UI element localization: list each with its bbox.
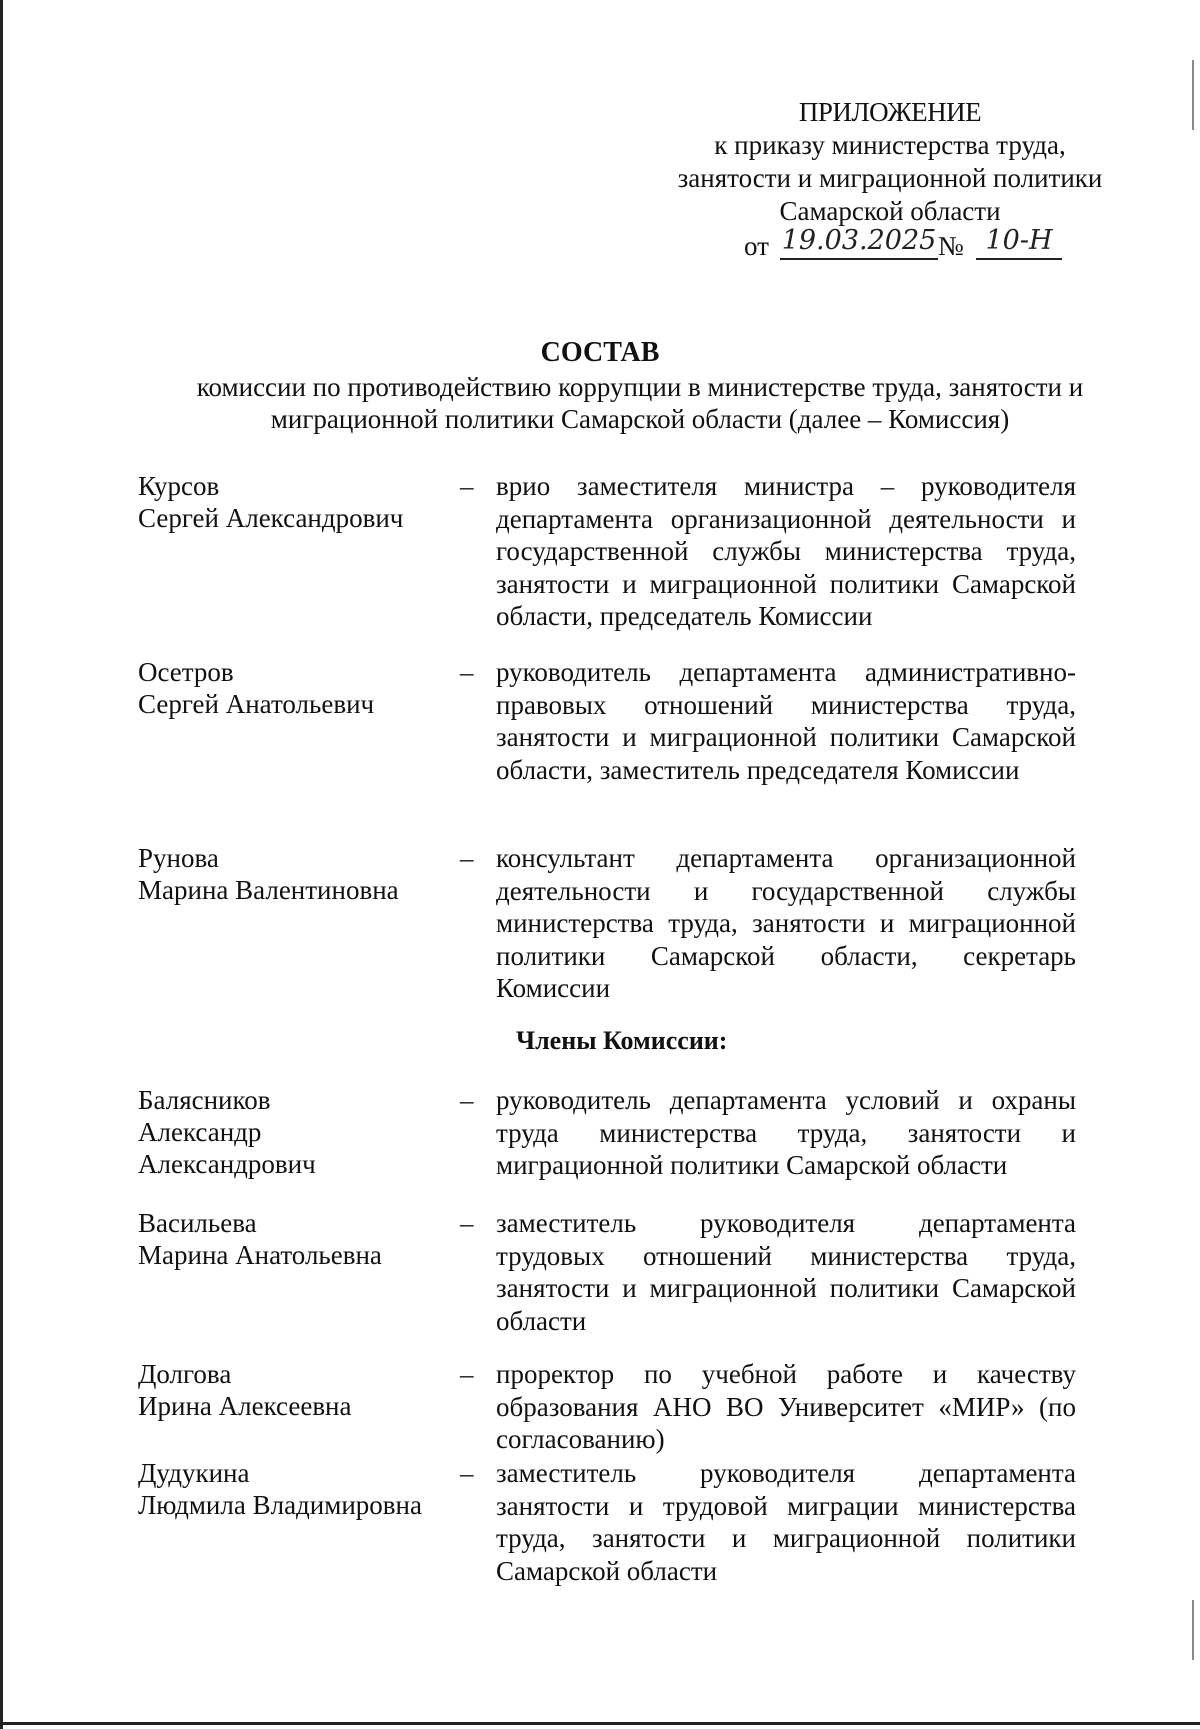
member-name bbox=[138, 1457, 438, 1521]
member-name bbox=[138, 470, 438, 534]
document-title: СОСТАВ bbox=[540, 337, 660, 368]
scan-artifact bbox=[1192, 1600, 1194, 1660]
subtitle-line-1: комиссии по противодействию коррупции в министерстве труда, занятости и bbox=[196, 372, 1084, 402]
appendix-header bbox=[620, 96, 1160, 270]
member-name bbox=[138, 1084, 438, 1180]
member-name bbox=[138, 1207, 438, 1271]
dash-separator: – bbox=[460, 1458, 474, 1488]
scan-artifact bbox=[1192, 60, 1194, 130]
member-row bbox=[138, 1457, 1080, 1597]
document-subtitle bbox=[150, 371, 1130, 435]
member-surname: Рунова bbox=[138, 843, 219, 873]
appendix-date-line bbox=[620, 225, 1160, 270]
member-surname: Балясников bbox=[138, 1085, 271, 1115]
member-name bbox=[138, 1358, 438, 1422]
members-heading: Члены Комиссии: bbox=[516, 1026, 728, 1055]
member-surname: Дудукина bbox=[138, 1458, 250, 1488]
member-role: руководитель департамента административно-правовых отношений министерства труда, занятости и миграционной политики Самарской области, заместитель председателя Комиссии bbox=[496, 657, 1076, 785]
member-row-chairman bbox=[138, 470, 1080, 640]
member-given-names: Сергей Анатольевич bbox=[138, 689, 375, 719]
appendix-line-2: занятости и миграционной политики bbox=[677, 163, 1103, 193]
date-prefix: от bbox=[744, 231, 769, 261]
dash-separator: – bbox=[460, 471, 474, 501]
member-role: руководитель департамента условий и охраны труда министерства труда, занятости и миграционной политики Самарской области bbox=[496, 1085, 1076, 1180]
page-edge-bottom bbox=[0, 1722, 1200, 1725]
dash-separator: – bbox=[460, 1085, 474, 1115]
member-given-names: Сергей Александрович bbox=[138, 503, 404, 533]
member-row bbox=[138, 1207, 1080, 1347]
member-given-names: Людмила Владимировна bbox=[138, 1490, 422, 1520]
dash-separator: – bbox=[460, 1208, 474, 1238]
member-given-names: Ирина Алексеевна bbox=[138, 1391, 352, 1421]
member-given-names: Александр Александрович bbox=[138, 1117, 316, 1179]
dash-separator: – bbox=[460, 657, 474, 687]
member-name bbox=[138, 842, 438, 906]
member-given-names: Марина Анатольевна bbox=[138, 1240, 382, 1270]
page-edge-left bbox=[0, 0, 3, 1729]
member-row bbox=[138, 1358, 1080, 1458]
dash-separator: – bbox=[460, 1359, 474, 1389]
appendix-title: ПРИЛОЖЕНИЕ bbox=[798, 97, 982, 127]
member-role: консультант департамента организационной деятельности и государственной службы министерства труда, занятости и миграционной политики Самарской области, секретарь Комиссии bbox=[496, 843, 1076, 1003]
member-role: заместитель руководителя департамента трудовых отношений министерства труда, занятости и миграционной политики Самарской области bbox=[496, 1208, 1076, 1336]
handwritten-number: 10-Н bbox=[976, 224, 1062, 260]
member-row-secretary bbox=[138, 842, 1080, 1012]
member-surname: Осетров bbox=[138, 657, 234, 687]
member-surname: Курсов bbox=[138, 471, 220, 501]
appendix-line-3: Самарской области bbox=[779, 196, 1001, 226]
member-given-names: Марина Валентиновна bbox=[138, 875, 399, 905]
member-name bbox=[138, 656, 438, 720]
member-row bbox=[138, 1084, 1080, 1194]
number-prefix: № bbox=[938, 231, 964, 261]
member-surname: Васильева bbox=[138, 1208, 257, 1238]
member-role: заместитель руководителя департамента занятости и трудовой миграции министерства труда, занятости и миграционной политики Самарской области bbox=[496, 1458, 1076, 1586]
member-surname: Долгова bbox=[138, 1359, 232, 1389]
dash-separator: – bbox=[460, 843, 474, 873]
subtitle-line-2: миграционной политики Самарской области (далее – Комиссия) bbox=[270, 404, 1010, 434]
handwritten-date: 19.03.2025 bbox=[780, 224, 938, 260]
member-role: проректор по учебной работе и качеству образования АНО ВО Университет «МИР» (по согласованию) bbox=[496, 1359, 1076, 1454]
member-role: врио заместителя министра – руководителя департамента организационной деятельности и государственной службы министерства труда, занятости и миграционной политики Самарской области, председатель Комиссии bbox=[496, 471, 1076, 631]
appendix-line-1: к приказу министерства труда, bbox=[714, 130, 1066, 160]
member-row-deputy-chairman bbox=[138, 656, 1080, 826]
